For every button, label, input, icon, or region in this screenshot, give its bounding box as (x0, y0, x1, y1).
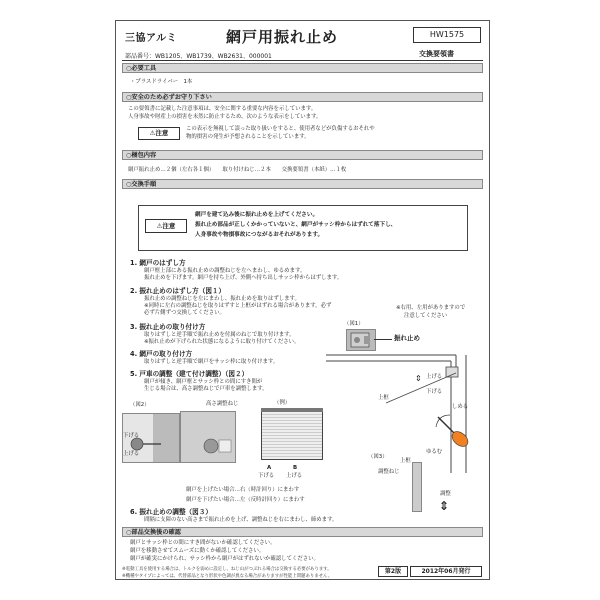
fig-note-line-1: ※右用、左用がありますので (396, 305, 466, 311)
fig3-bracket-photo (412, 462, 422, 512)
warning-line-3: 人身事故や物損事故につながるおそれがあります。 (195, 232, 324, 238)
section-package-label: 梱包内容 (131, 152, 157, 159)
step-3-line-1: 取りはずしと逆手順で振れ止めを付属のねじで取り付けます。 (144, 332, 295, 338)
section-confirm-label: 部品交換後の確認 (131, 529, 181, 536)
brand-logo: 三協アルミ (125, 33, 178, 44)
product-code: HW1575 (413, 27, 481, 43)
section-safety-label: 安全のため必ずお守り下さい (131, 94, 212, 101)
step-5-line-1: 網戸が傾き、網戸框とサッシ枠との間にすき間が (144, 379, 263, 385)
fig2-screen-example (261, 408, 323, 460)
confirm-line-2: 網戸を移動させてスムーズに動くか確認してください。 (130, 548, 265, 554)
footer-note-1: ※電動工具を使用する場合は、トルクを弱めに設定し、ねじ山がつぶれる場合は交換する必要があります。 (122, 567, 332, 572)
screwdriver-icon (434, 413, 472, 449)
safety-caution-line-2: 物的損害の発生が予想されることを示しています。 (186, 134, 310, 140)
instruction-sheet (115, 20, 490, 580)
step-3-title: 3. 振れ止めの取り付け方 (130, 323, 206, 331)
fig3-label: （図3） (368, 454, 388, 460)
fig3-screw-label: 調整ねじ (378, 469, 400, 475)
step-4-title: 4. 網戸の取り付け方 (130, 350, 193, 358)
section-confirm: ○部品交換後の確認 (122, 527, 483, 537)
fig2-down-label: 下げる (123, 433, 140, 439)
step-1-line-1: 網戸框上部にある振れ止めの調整ねじを左へまわし、ゆるめます。 (144, 268, 306, 274)
fig2-height-screw-label: 高さ調整ねじ (206, 401, 239, 407)
section-tools-label: 必要工具 (131, 65, 157, 72)
fig3-raise-label: 上げる (426, 374, 443, 380)
warning-line-2: 振れ止め部品が正しくかかっていないと、網戸がサッシ枠からはずれて落下し、 (195, 222, 397, 228)
page-title: 網戸用振れ止め (226, 28, 339, 46)
step-1-title: 1. 網戸のはずし方 (130, 259, 186, 267)
fig3-loosen-label: ゆるむ (426, 449, 443, 455)
warning-line-1: 網戸を建て込み後に振れ止めを上げてください。 (195, 212, 319, 218)
step-2-line-1: 振れ止めの調整ねじを左にまわし、振れ止めを取りはずします。 (144, 296, 300, 302)
fig1-part-label: 振れ止め (394, 334, 420, 342)
fig2-screen-top (261, 408, 323, 412)
caution-badge (138, 127, 180, 140)
fig3-lower-label: 下げる (426, 389, 443, 395)
caution-label: 注意 (155, 129, 169, 137)
step-2-title: 2. 振れ止めのはずし方（図１） (130, 287, 226, 295)
tools-item: ・プラスドライバー 1本 (130, 79, 193, 85)
fig3-frame-label: 上框 (378, 395, 389, 401)
warning-box (138, 205, 468, 251)
safety-line-1: この要領書に記載した注意事項は、安全に関する重要な内容を示しています。 (128, 106, 317, 112)
fig2-label: （図2） (130, 402, 150, 408)
fig3-adjust-label: 調整 (440, 491, 451, 497)
step-4-line-1: 取りはずしと逆手順で網戸をサッシ枠に取り付けます。 (144, 359, 279, 365)
document-subtitle: 交換要領書 (419, 50, 454, 58)
section-tools: ○必要工具 (122, 63, 483, 73)
fig3-frame2-label: 上框 (400, 458, 411, 464)
section-procedure-label: 交換手順 (131, 181, 157, 188)
section-procedure: ○交換手順 (122, 179, 483, 189)
warning-triangle-icon: ⚠ (149, 129, 156, 137)
safety-caution-line-1: この表示を無視して誤った取り扱いをすると、使用者などが負傷するおそれや (186, 126, 375, 132)
fig2-a: A (267, 465, 272, 471)
fig2-b-sub: 上げる (286, 473, 303, 479)
fig-note-line-2: 注意してください (404, 313, 448, 319)
warning-caution-label: 注意 (162, 222, 176, 230)
section-safety: ○安全のため必ずお守り下さい (122, 92, 483, 102)
fig1-label: （図1） (344, 321, 364, 327)
fig2-note-2: 網戸を下げたい場合…左（反時計回り）にまわす (186, 497, 305, 503)
step-2-line-2: ※同時に左右の調整ねじを取りはずすと上框がはずれる場合があります。必ず (144, 303, 332, 309)
fig2-note-1: 網戸を上げたい場合…右（時計回り）にまわす (186, 487, 300, 493)
warning-caution-badge (145, 219, 187, 233)
fig2-up-label: 上げる (123, 451, 140, 457)
fig1-part-photo (346, 329, 376, 351)
fig2-example-label: （例） (274, 400, 291, 406)
step-6-line-1: 間隔に支障のない高さまで振れ止めを上げ、調整ねじを右にまわし、締めます。 (144, 517, 338, 523)
step-5-title: 5. 戸車の調整（建て付け調整）（図２） (130, 370, 249, 378)
step-2-line-3: 必ず片側ずつ交換してください。 (144, 310, 225, 316)
fig2-photo-right (180, 411, 236, 463)
fig1-leader-line (374, 339, 392, 340)
fig2-a-sub: 下げる (258, 473, 275, 479)
roller-icon (181, 412, 235, 462)
warning-triangle-icon: ⚠ (156, 222, 163, 230)
step-1-line-2: 振れ止めを下げます。網戸を持ち上げ、外側へ持ち出しサッシ枠からはずします。 (144, 275, 343, 281)
section-package: ○梱包内容 (122, 150, 483, 160)
parts-numbers: 部品番号：WB1205、WB1739、WB2631、000001 (125, 53, 272, 60)
footer-note-2: ※機種やタイプによっては、代替部品となり形状や色調が異なる場合がありますが性能上問題ありません。 (122, 574, 333, 579)
adjust-arrow-icon: ⇕ (439, 499, 450, 513)
confirm-line-1: 網戸とサッシ枠との間にすき間がないか確認してください。 (130, 540, 276, 546)
step-6-title: 6. 振れ止めの調整（図３） (130, 508, 212, 516)
step-3-line-2: ※振れ止めが下げられた状態になるように取り付けてください。 (144, 339, 300, 345)
fig3-tighten-label: しめる (452, 404, 469, 410)
issue-date: 2012年06月発行 (410, 566, 482, 577)
fig2-b: B (293, 465, 298, 471)
edition-badge: 第2版 (378, 566, 408, 577)
package-contents: 網戸振れ止め…２個（左右各１個） 取り付けねじ…２本 交換要領書（本紙）…１枚 (128, 167, 347, 173)
confirm-line-3: 網戸が確実にかけられ、サッシ枠から網戸がはずれないか確認してください。 (130, 556, 319, 562)
header-divider (122, 60, 483, 61)
up-down-arrow-icon: ⇕ (415, 374, 422, 383)
safety-line-2: 人身事故や財産上の損害を未然に防止するため、次のような表示をしています。 (128, 114, 322, 120)
anti-swing-part-icon (347, 330, 375, 350)
step-5-line-2: 生じる場合は、高さ調整ねじで戸車を調整します。 (144, 386, 268, 392)
